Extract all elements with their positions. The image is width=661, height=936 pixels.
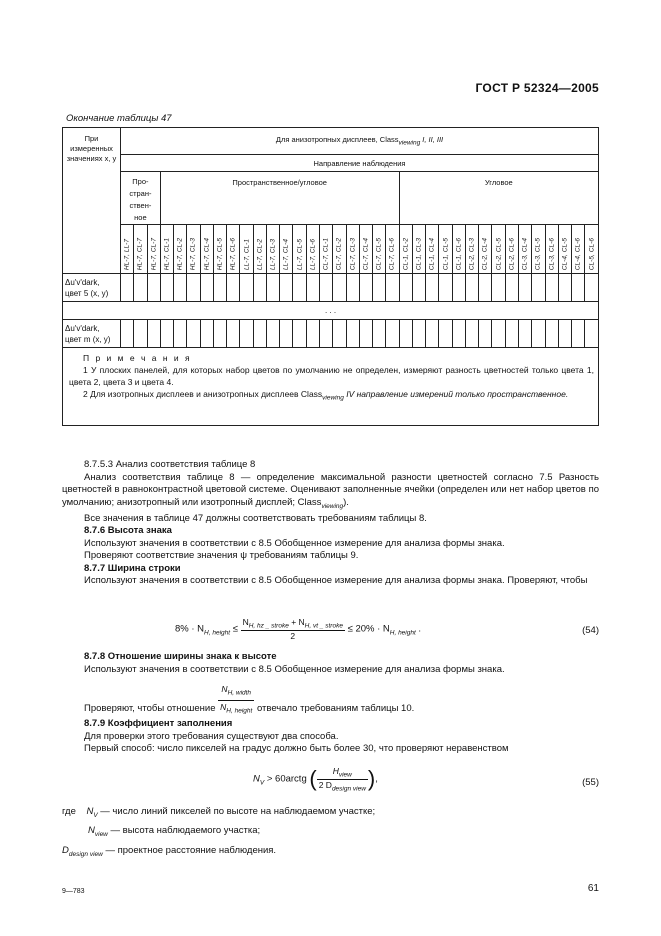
table-cell [585,274,599,302]
def3-text: — проектное расстояние наблюдения. [105,844,277,856]
paragraph: Проверяют соответствие значения ψ требованиям таблицы 9. [84,550,359,562]
notes-title: П р и м е ч а н и я [83,353,192,363]
column-header [227,225,240,274]
eq55-fraction [317,766,368,792]
column-header [174,225,187,274]
column-header-label: CL-3, CL-5 [534,237,542,270]
section-title: 8.7.7 Ширина строки [84,562,181,574]
ratio-text-a: Проверяют, чтобы отношение [84,703,216,715]
table-cell [426,320,439,348]
column-header [333,225,346,274]
table-cell [386,274,399,302]
table-cell [558,320,571,348]
section-title: 8.7.8 Отношение ширины знака к высоте [84,651,277,662]
column-header [293,225,306,274]
column-header-label: CL-1, CL-5 [442,237,449,270]
table-cell [174,274,187,302]
column-header [160,225,173,274]
table-cell [465,320,478,348]
eq54-le: ≤ [232,623,238,635]
group-angular-header: Угловое [399,172,598,225]
column-header [439,225,452,274]
column-header [518,225,531,274]
column-header [452,225,465,274]
eq54-fraction [241,617,345,641]
table-cell [359,320,372,348]
row-header-column [63,128,121,274]
table-cell [386,320,399,348]
column-header-label: HL-7, CL-2 [176,237,184,270]
group-spatial-angular-header: Пространственное/угловое [160,172,399,225]
table-cell [253,320,266,348]
table-cell [572,320,585,348]
eq54-num-sub1: H, hz _ stroke [248,622,289,630]
document-standard-number: ГОСТ Р 52324—2005 [475,81,599,95]
column-header-label: CL-2, CL-5 [495,237,503,270]
column-header [465,225,478,274]
table-cell [452,274,465,302]
column-header-label: LL-7, CL-1 [243,238,251,270]
column-header-label: CL-2, CL-4 [481,237,489,270]
col0-header-text: При измеренных значениях x, y [66,134,117,163]
ellipsis-row: . . . [63,302,599,320]
table-cell [306,274,319,302]
table-cell [346,274,359,302]
table-cell [280,274,293,302]
table-cell [213,274,226,302]
table-cell [293,320,306,348]
column-header-label: CL-4, CL-6 [574,237,582,270]
table-cell [518,320,531,348]
table-cell [505,320,518,348]
table-cell [160,320,173,348]
column-header [426,225,439,274]
table-cell [399,320,412,348]
table-cell [293,274,306,302]
column-header-label: CL-1, CL-3 [415,237,423,270]
def3-sub: design view [68,850,103,858]
note-2 [69,388,594,405]
eq55-den: 2 D [318,779,332,790]
table-cell [187,320,200,348]
ratio-fraction [218,683,254,718]
table-cell [572,274,585,302]
table-cell [160,274,173,302]
column-header [213,225,226,274]
section-title: 8.7.5.3 Анализ соответствия таблице 8 [84,459,256,470]
column-header-label: CL-5, CL-6 [588,237,596,270]
column-header [585,225,599,274]
section-8-7-8 [62,651,599,676]
table-cell [333,320,346,348]
column-header-label: CL-7, CL-1 [322,237,330,270]
column-header-label: LL-7, CL-2 [256,238,264,270]
eq55-left-sub: V [259,779,265,787]
def2-text: — высота наблюдаемого участка; [110,825,261,837]
column-header [558,225,571,274]
table-cell [147,320,160,348]
def1-symbol: N [86,806,94,817]
equation-55-number: (55) [582,777,599,788]
note-2-sub: viewing [322,394,344,402]
ratio-num: N [221,684,228,694]
table-cell [346,320,359,348]
paragraph: Первый способ: число пикселей на градус должно быть более 30, что проверяют неравенством [84,743,509,754]
table-cell [492,320,505,348]
table-cell [333,274,346,302]
column-header [200,225,213,274]
eq55-mid: > 60arctg [264,773,307,785]
table-cell [399,274,412,302]
table-cell [121,274,134,302]
section-8-7-9 [62,718,599,756]
row2-label-a: Δu'v'dark, [65,323,100,333]
row2-label-b: цвет m (x, y) [65,334,111,344]
column-header-label: HL-7, LL-7 [123,238,131,270]
column-header-label: LL-7, CL-3 [269,238,277,270]
table-cell [439,274,452,302]
table-cell [187,274,200,302]
paragraph-tail: ). [343,496,349,508]
section-title: 8.7.9 Коэффициент заполнения [84,718,233,729]
table-cell [518,274,531,302]
column-header-label: HL-7, CL-3 [189,237,197,270]
eq55-num: H [332,766,339,776]
eq55-den-sub: design view [331,785,366,793]
column-header [187,225,200,274]
ratio-den-sub: H, height [226,707,253,715]
table-cell [266,274,279,302]
table-cell [306,320,319,348]
table-cell [426,274,439,302]
note-2-a: 2 Для изотропных дисплеев и анизотропных дисплеев Class [83,389,323,399]
paragraph: Для проверки этого требования существуют два способа. [84,730,339,742]
eq54-right: ≤ 20% · N [347,623,390,635]
column-header [280,225,293,274]
column-header [253,225,266,274]
table-cell [266,320,279,348]
section-8-7-5-3 [62,459,599,588]
def1-text: — число линий пикселей по высоте на наблюдаемом участке; [100,806,376,817]
anisotropic-header-text: Для анизотропных дисплеев, Class [275,135,399,145]
column-header-label: CL-1, CL-6 [455,237,463,270]
column-header-label: CL-7, CL-2 [335,237,343,270]
table-cell [359,274,372,302]
ratio-num-sub: H, width [227,689,252,697]
table-cell [505,274,518,302]
eq54-num-sub2: H, vt _ stroke [304,622,343,630]
def3-symbol: D [62,844,69,856]
column-header [121,225,134,274]
column-header-label: CL-1, CL-2 [402,237,410,270]
paragraph: Используют значения в соответствии с 8.5 Обобщенное измерение для анализа формы знака. Проверяют, чтобы [84,575,588,587]
direction-header: Направление наблюдения [121,155,599,172]
paragraph: Используют значения в соответствии с 8.5 Обобщенное измерение для анализа формы знака. [84,537,505,549]
column-header [479,225,492,274]
column-header [386,225,399,274]
table-cell [373,320,386,348]
column-header-label: LL-7, CL-5 [296,238,304,270]
column-header [134,225,147,274]
column-header-label: CL-1, CL-4 [428,237,436,270]
print-code: 9—783 [62,888,85,895]
column-header-label: HL-7, CL-7 [150,237,158,270]
column-header-label: HL-7, CL-1 [163,237,171,270]
group-spatial-header: Про- стран- ствен- ное [121,172,161,225]
table-caption: Окончание таблицы 47 [66,113,172,124]
table-cell [558,274,571,302]
def2-symbol: N [88,825,95,837]
def2-sub: view [94,831,108,839]
table-cell [319,274,332,302]
table-cell [412,320,425,348]
table-cell [200,274,213,302]
anisotropic-header-tail: I, II, III [420,135,444,145]
column-header [147,225,160,274]
column-header-label: CL-7, CL-4 [362,237,370,270]
note-2-b: IV направление измерений только пространственное. [343,389,569,399]
eq54-left: 8% · N [175,623,205,635]
column-header-label: CL-2, CL-6 [508,237,516,270]
table-cell [134,274,147,302]
column-header [373,225,386,274]
row-label-color-m [63,320,121,348]
table-cell [213,320,226,348]
column-header [306,225,319,274]
column-header-label: CL-7, CL-3 [349,237,357,270]
column-header [505,225,518,274]
column-header [399,225,412,274]
paragraph: Все значения в таблице 47 должны соответствовать требованиям таблицы 8. [84,512,427,524]
paragraph-sub: viewing [321,502,344,510]
column-header [359,225,372,274]
table-cell [200,320,213,348]
table-cell [373,274,386,302]
column-header-label: CL-4, CL-5 [561,237,569,270]
definition-nv [62,806,599,822]
column-header-label: HL-7, CL-4 [203,237,211,270]
table-cell [280,320,293,348]
section-title: 8.7.6 Высота знака [84,525,172,537]
column-header [492,225,505,274]
ratio-text-b: отвечало требованиям таблицы 10. [256,703,415,715]
def1-sub: V [93,811,98,819]
column-header-label: HL-7, CL-5 [216,237,224,270]
table-cell [121,320,134,348]
column-header-label: CL-7, CL-6 [388,237,396,270]
column-header-label: LL-7, CL-4 [282,238,290,270]
table-cell [134,320,147,348]
column-header-label: CL-2, CL-3 [468,237,476,270]
column-header [545,225,558,274]
paragraph [62,472,599,513]
anisotropic-header [121,128,599,155]
note-1: 1 У плоских панелей, для которых набор цветов по умолчанию не определен, измеряют разность цветностей только цвета 1, цвета 2, цвета 3 и цвета 4. [69,365,594,387]
table-cell [452,320,465,348]
table-cell [532,320,545,348]
table-cell [147,274,160,302]
row1-label-a: Δu'v'dark, [65,277,100,287]
table-cell [227,274,240,302]
table-cell [240,274,253,302]
table-cell [532,274,545,302]
equation-54: $8\% \cdot N_{H, height}$ ≤ $\frac{N_{H, hz \_ stroke} + N_{H, vt \_ stroke}}{2}$ ≤ $20\% \cdot N_{H, height}$ . [175,617,422,641]
where-word: где [62,806,76,817]
definition-ddesign [62,845,599,861]
table-cell [585,320,599,348]
ratio-den: N [220,702,227,713]
eq54-right-sub: H, height [389,629,416,637]
table-cell [545,320,558,348]
anisotropic-header-sub: viewing [398,139,421,147]
paragraph: Используют значения в соответствии с 8.5 Обобщенное измерение для анализа формы знака. [84,663,505,675]
eq55-num-sub: view [338,771,352,779]
eq55-left: N [253,773,260,785]
equation-54-number: (54) [582,625,599,636]
table-47 [62,127,599,426]
eq54-left-sub: H, height [204,629,231,637]
equation-55: $N_V$ > 60arctg ( $\frac{H_{view}}{2 D_{design view}}$ ), [253,766,378,793]
column-header-label: HL-7, CL-6 [229,237,237,270]
table-cell [227,320,240,348]
table-cell [319,320,332,348]
eq54-num-plus: + N [288,617,305,627]
table-cell [240,320,253,348]
table-cell [479,320,492,348]
column-header-label: LL-7, CL-6 [309,238,317,270]
column-header [346,225,359,274]
table-cell [479,274,492,302]
table-cell [492,274,505,302]
eq54-num: N [242,617,249,627]
column-header [266,225,279,274]
row-label-color5 [63,274,121,302]
table-cell [412,274,425,302]
column-header [572,225,585,274]
definitions [62,806,599,861]
table-notes [63,348,599,426]
column-header [532,225,545,274]
paragraph-text: Анализ соответствия таблице 8 — определение максимальной разности цветностей согласно 7.5 Разность цветностей в равноконтрастной цветовой системе. Оценивают заполненные ячейки (определен или нет набор цветов по умолчанию; анизотропный или изотропный дисплей; Class [62,471,599,508]
eq54-den: 2 [290,630,296,641]
column-header-label: CL-3, CL-4 [521,237,529,270]
column-header-label: HL-7, CL-7 [136,237,144,270]
table-cell [253,274,266,302]
row1-label-b: цвет 5 (x, y) [65,288,109,298]
ratio-paragraph [62,683,599,718]
table-cell [465,274,478,302]
table-cell [174,320,187,348]
column-header-label: CL-3, CL-6 [548,237,556,270]
column-header-label: CL-7, CL-5 [375,237,383,270]
table-cell [545,274,558,302]
column-header [240,225,253,274]
column-header [319,225,332,274]
eq55-tail: , [375,773,378,785]
definition-nview [62,825,599,841]
column-header [412,225,425,274]
page-number: 61 [587,883,599,894]
table-cell [439,320,452,348]
